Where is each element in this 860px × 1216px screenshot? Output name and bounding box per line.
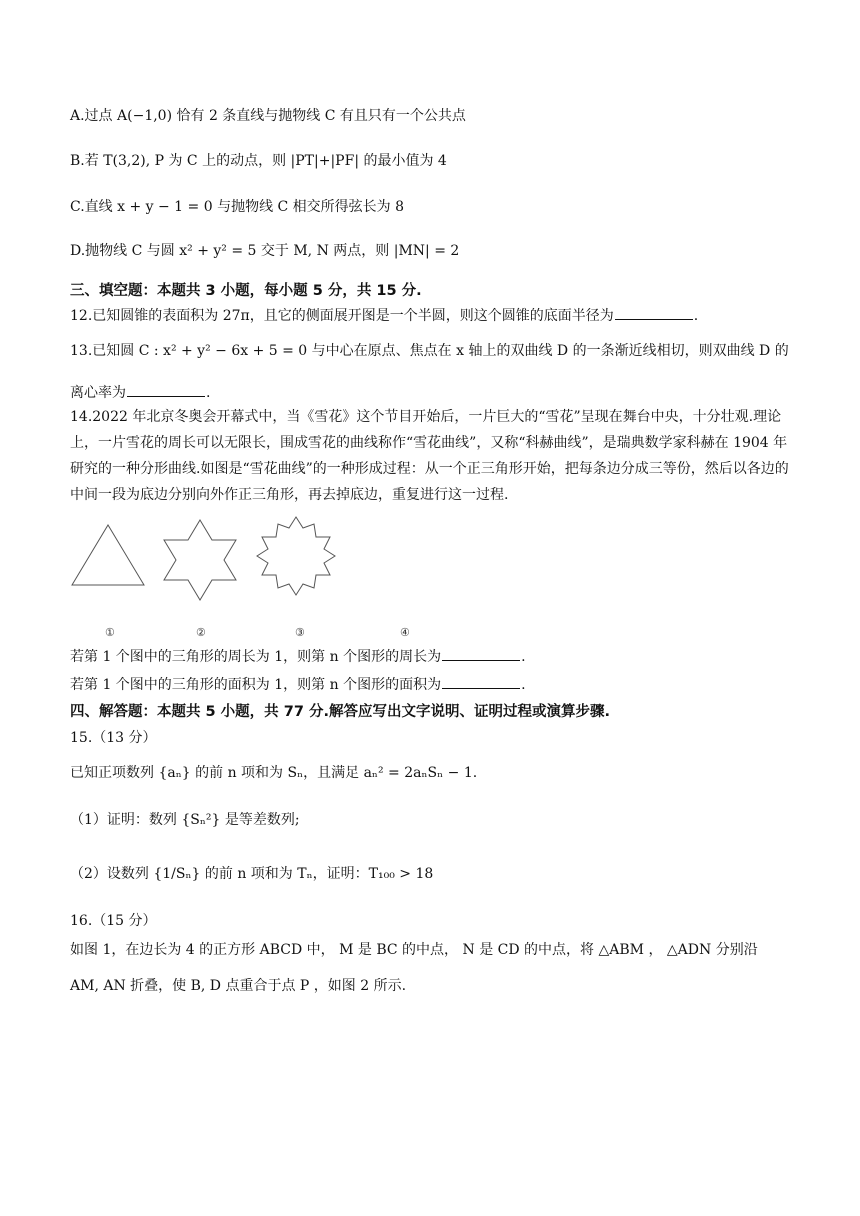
figure-label-4: ④ — [400, 626, 410, 639]
option-d: D.抛物线 C 与圆 x² + y² = 5 交于 M, N 两点，则 |MN| = 2 — [70, 243, 460, 259]
q14-perimeter — [70, 646, 526, 667]
figure-label-2: ② — [196, 626, 206, 639]
q15-stem: 已知正项数列 {aₙ} 的前 n 项和为 Sₙ，且满足 aₙ² = 2aₙSₙ − 1. — [70, 765, 478, 781]
q12-answer-blank — [615, 305, 693, 320]
figure-label-3: ③ — [295, 626, 305, 639]
q15-part2: （2）设数列 {1/Sₙ} 的前 n 项和为 Tₙ，证明：T₁₀₀ > 18 — [70, 866, 434, 882]
question-13-line2 — [70, 382, 210, 403]
q13-line2-text: 离心率为 — [70, 385, 126, 401]
q16-line2: AM, AN 折叠，使 B, D 点重合于点 P ，如图 2 所示. — [70, 978, 407, 994]
q13-end: . — [206, 385, 211, 401]
q14-area-blank — [442, 674, 520, 689]
koch-snowflake-figure — [60, 505, 480, 645]
q14-perimeter-text: 若第 1 个图中的三角形的周长为 1，则第 n 个图形的周长为 — [70, 649, 442, 665]
koch-stage-3 — [257, 517, 335, 595]
q14-perimeter-blank — [442, 646, 520, 661]
q13-answer-blank — [127, 382, 205, 397]
q14-perimeter-end: . — [521, 649, 526, 665]
q12-text: 12.已知圆锥的表面积为 27π，且它的侧面展开图是一个半圆，则这个圆锥的底面半径为 — [70, 308, 614, 324]
star-stage-2 — [164, 520, 236, 600]
q15-title: 15.（13 分） — [70, 730, 157, 746]
q16-title: 16.（15 分） — [70, 913, 157, 929]
q15-part1: （1）证明：数列 {Sₙ²} 是等差数列; — [70, 812, 300, 828]
figure-label-1: ① — [105, 626, 115, 639]
question-13-line1: 13.已知圆 C : x² + y² − 6x + 5 = 0 与中心在原点、焦点在 x 轴上的双曲线 D 的一条渐近线相切，则双曲线 D 的 — [70, 343, 789, 359]
q12-end: . — [693, 308, 699, 324]
option-a: A.过点 A(−1,0) 恰有 2 条直线与抛物线 C 有且只有一个公共点 — [70, 108, 466, 124]
option-b: B.若 T(3,2), P 为 C 上的动点，则 |PT|+|PF| 的最小值为 4 — [70, 153, 447, 169]
q16-line1: 如图 1，在边长为 4 的正方形 ABCD 中， M 是 BC 的中点， N 是 CD 的中点，将 △ABM ， △ADN 分别沿 — [70, 942, 758, 958]
question-14-text: 14.2022 年北京冬奥会开幕式中，当《雪花》这个节目开始后，一片巨大的“雪花”呈现在舞台中央，十分壮观.理论上，一片雪花的周长可以无限长，围成雪花的曲线称作“雪花曲线”，又称“科赫曲线”，是瑞典数学家科赫在 1904 年研究的一种分形曲线.如图是“雪花曲线”的一种形成过程：从一个正三角形开始，把每条边分成三等份，然后以各边的中间一段为底边分别向外作正三角形，再去掉底边，重复进行这一过程. — [70, 409, 789, 503]
question-12 — [70, 305, 698, 326]
triangle-stage-1 — [72, 525, 144, 585]
section3-heading: 三、填空题：本题共 3 小题，每小题 5 分，共 15 分. — [70, 283, 422, 299]
option-c: C.直线 x + y − 1 = 0 与抛物线 C 相交所得弦长为 8 — [70, 199, 405, 215]
q14-area-end: . — [521, 677, 526, 693]
section4-heading: 四、解答题：本题共 5 小题，共 77 分.解答应写出文字说明、证明过程或演算步骤. — [70, 704, 610, 720]
q14-area-text: 若第 1 个图中的三角形的面积为 1，则第 n 个图形的面积为 — [70, 677, 442, 693]
q14-area — [70, 674, 526, 695]
